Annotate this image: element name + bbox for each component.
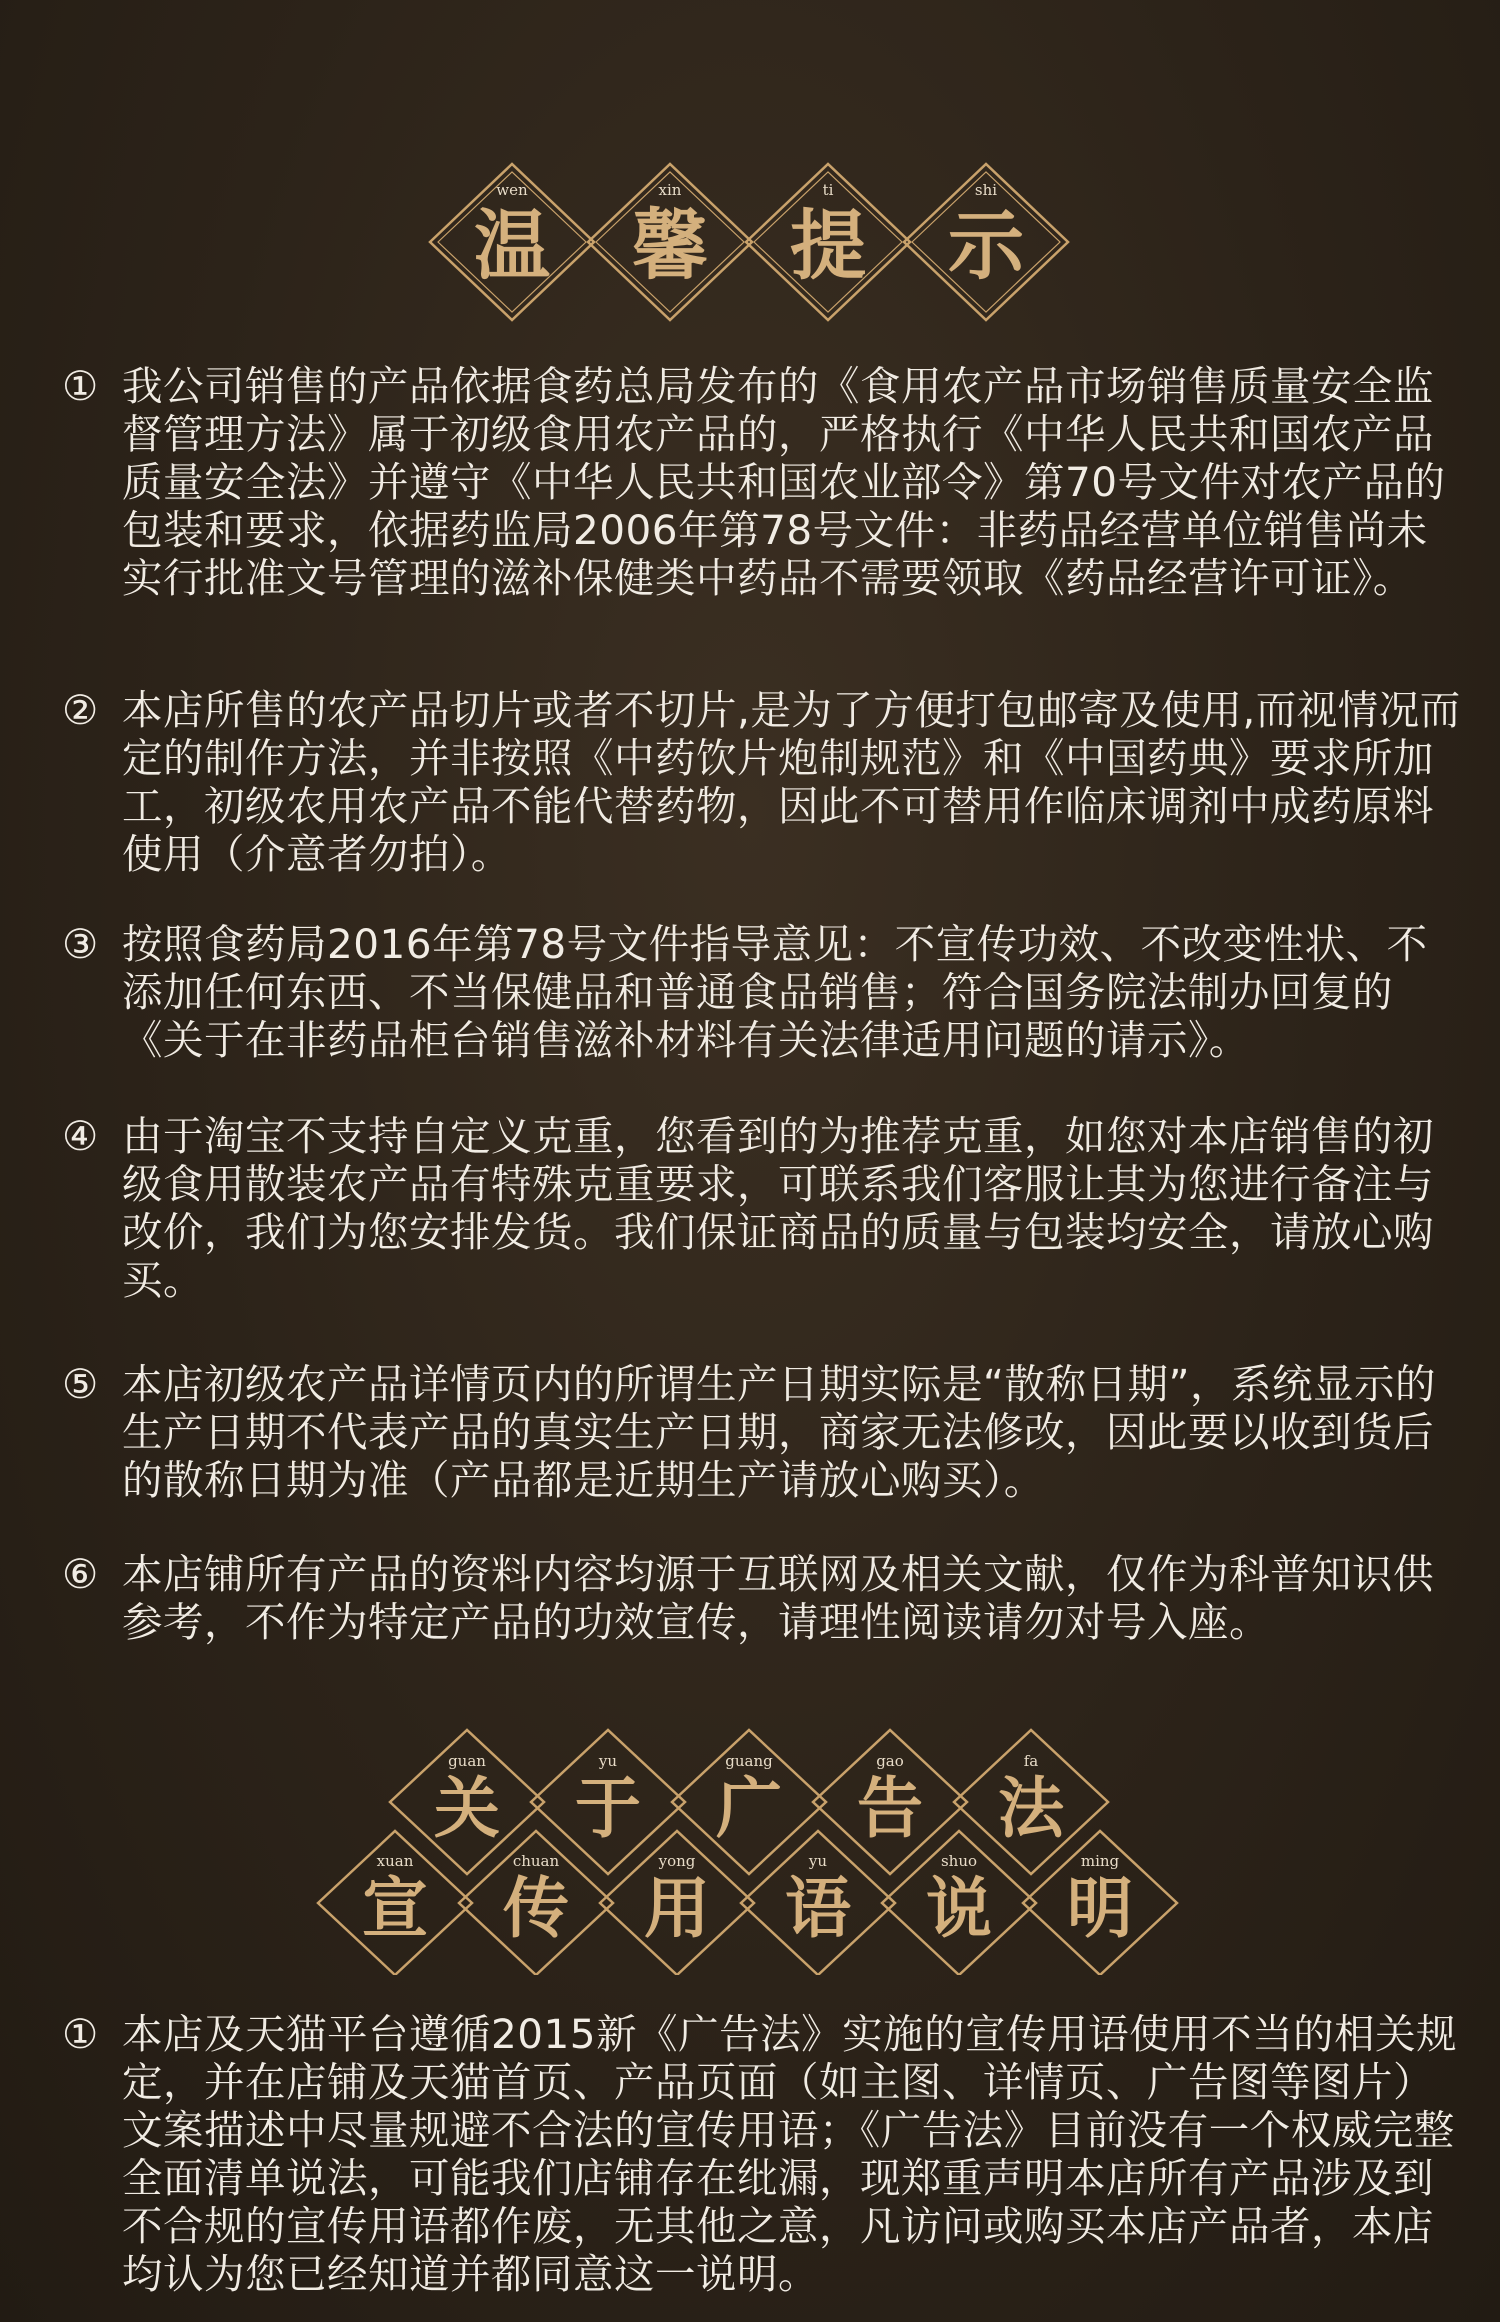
title-char-4: 示 <box>948 201 1024 290</box>
title-ad-law <box>0 1715 1500 1975</box>
title2-char-7: 传 <box>503 1869 569 1947</box>
title-char-3: 提 <box>790 201 866 290</box>
ad-law-notice-item-1 <box>62 2010 1462 2298</box>
notice-number: ① <box>62 362 99 410</box>
pinyin-xuan: xuan <box>376 1852 414 1870</box>
notice-item-6 <box>62 1550 1462 1646</box>
notice-text: 我公司销售的产品依据食药总局发布的《食用农产品市场销售质量安全监督管理方法》属于初级食用农产品的，严格执行《中华人民共和国农产品质量安全法》并遵守《中华人民共和国农业部令》第70号文件对农产品的包装和要求，依据药监局2006年第78号文件：非药品经营单位销售尚未实行批准文号管理的滋补保健类中药品不需要领取《药品经营许可证》。 <box>122 362 1446 602</box>
pinyin-gao: gao <box>876 1752 904 1770</box>
notice-item-1 <box>62 362 1462 602</box>
title2-char-6: 宣 <box>362 1869 428 1947</box>
notice-text: 本店及天猫平台遵循2015新《广告法》实施的宣传用语使用不当的相关规定，并在店铺及天猫首页、产品页面（如主图、详情页、广告图等图片）文案描述中尽量规避不合法的宣传用语；《广告法》目前没有一个权威完整全面清单说法，可能我们店铺存在纰漏，现郑重声明本店所有产品涉及到不合规的宣传用语都作废，无其他之意，凡访问或购买本店产品者，本店均认为您已经知道并都同意这一说明。 <box>122 2010 1458 2298</box>
notice-number: ⑥ <box>62 1550 99 1598</box>
notice-item-3 <box>62 920 1462 1064</box>
notice-item-4 <box>62 1112 1462 1304</box>
pinyin-fa: fa <box>1023 1752 1039 1770</box>
pinyin-guang: guang <box>725 1752 773 1770</box>
title2-char-5: 法 <box>998 1769 1064 1847</box>
title2-char-2: 于 <box>575 1769 641 1847</box>
notice-text: 由于淘宝不支持自定义克重，您看到的为推荐克重，如您对本店销售的初级食用散装农产品有特殊克重要求，可联系我们客服让其为您进行备注与改价，我们为您安排发货。我们保证商品的质量与包装均安全，请放心购买。 <box>122 1112 1434 1304</box>
pinyin-chuan: chuan <box>512 1852 560 1870</box>
notice-number: ③ <box>62 920 99 968</box>
pinyin-yu2: yu <box>808 1852 828 1870</box>
notice-number: ② <box>62 686 99 734</box>
title2-char-9: 语 <box>785 1869 851 1947</box>
pinyin-shuo: shuo <box>940 1852 978 1870</box>
title2-char-4: 告 <box>857 1769 923 1847</box>
notice-item-2 <box>62 686 1462 878</box>
pinyin-ming: ming <box>1080 1852 1120 1870</box>
pinyin-yong: yong <box>658 1852 696 1870</box>
notice-number: ① <box>62 2010 99 2058</box>
title-warm-tips <box>0 142 1500 342</box>
notice-text: 本店铺所有产品的资料内容均源于互联网及相关文献，仅作为科普知识供参考，不作为特定产品的功效宣传，请理性阅读请勿对号入座。 <box>122 1550 1434 1646</box>
notice-text: 按照食药局2016年第78号文件指导意见：不宣传功效、不改变性状、不添加任何东西、不当保健品和普通食品销售；符合国务院法制办回复的《关于在非药品柜台销售滋补材料有关法律适用问题的请示》。 <box>122 920 1428 1064</box>
notice-number: ④ <box>62 1112 99 1160</box>
title2-char-10: 说 <box>926 1869 992 1947</box>
title2-char-1: 关 <box>434 1769 500 1847</box>
notice-text: 本店所售的农产品切片或者不切片,是为了方便打包邮寄及使用,而视情况而定的制作方法，并非按照《中药饮片炮制规范》和《中国药典》要求所加工，初级农用农产品不能代替药物，因此不可替用作临床调剂中成药原料使用（介意者勿拍）。 <box>122 686 1461 878</box>
pinyin-yu: yu <box>598 1752 618 1770</box>
title2-char-3: 广 <box>716 1769 782 1847</box>
notice-number: ⑤ <box>62 1360 99 1408</box>
notice-item-5 <box>62 1360 1462 1504</box>
pinyin-4: shi <box>974 181 998 199</box>
title2-char-11: 明 <box>1067 1869 1133 1947</box>
pinyin-guan: guan <box>448 1752 486 1770</box>
title-char-2: 馨 <box>632 201 708 290</box>
diamond-frame-decoration <box>0 142 1500 342</box>
pinyin-2: xin <box>658 181 682 199</box>
notice-text: 本店初级农产品详情页内的所谓生产日期实际是“散称日期”，系统显示的生产日期不代表产品的真实生产日期，商家无法修改，因此要以收到货后的散称日期为准（产品都是近期生产请放心购买）。 <box>122 1360 1436 1504</box>
title-char-1: 温 <box>474 201 550 290</box>
pinyin-1: wen <box>496 181 528 199</box>
title2-char-8: 用 <box>644 1869 710 1947</box>
pinyin-3: ti <box>822 181 834 199</box>
